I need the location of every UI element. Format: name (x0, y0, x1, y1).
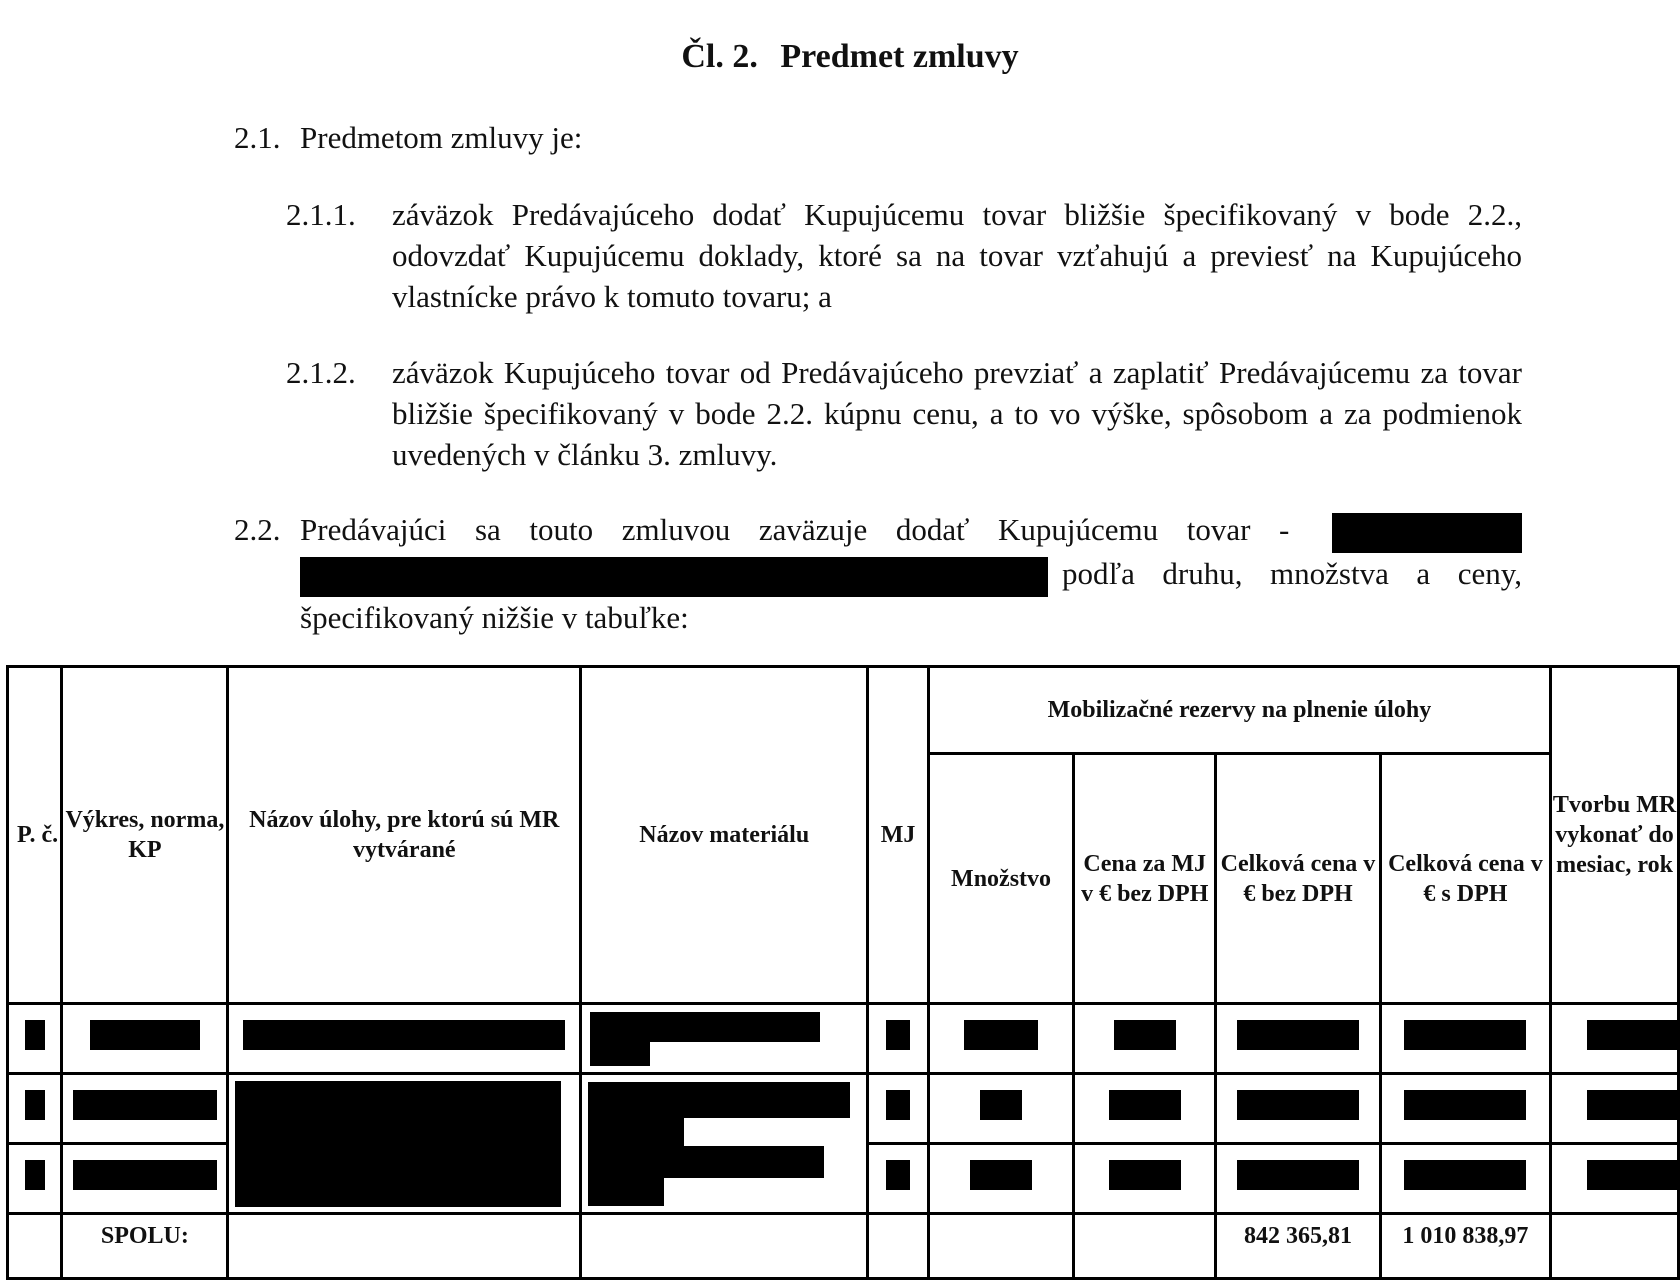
redacted-cell (868, 1144, 929, 1214)
total-without-vat-value: 842 365,81 (1216, 1214, 1381, 1279)
redacted-cell (8, 1144, 62, 1214)
redaction-block (300, 557, 1048, 597)
redacted-cell (928, 1144, 1073, 1214)
paragraph-label: 2.1.2. (286, 355, 356, 390)
header-group-mobilization-reserves: Mobilizačné rezervy na plnenie úlohy (928, 667, 1550, 754)
article-number: Čl. 2. (681, 38, 758, 75)
header-task-name: Názov úlohy, pre ktorú sú MR vytvárané (228, 667, 581, 1004)
header-total-with-vat: Celková cena v € s DPH (1380, 754, 1550, 1004)
redacted-cell (1380, 1074, 1550, 1144)
redacted-cell (928, 1004, 1073, 1074)
redacted-cell (1216, 1004, 1381, 1074)
header-unit: MJ (868, 667, 929, 1004)
empty-cell (581, 1214, 868, 1279)
paragraph-label: 2.2. (234, 512, 281, 547)
redacted-cell (1551, 1074, 1679, 1144)
goods-specification-table (6, 665, 1680, 1280)
redacted-cell (62, 1074, 228, 1144)
redacted-cell (8, 1074, 62, 1144)
redacted-cell (1074, 1144, 1216, 1214)
redacted-cell (1551, 1004, 1679, 1074)
redaction-block (1332, 513, 1522, 553)
redacted-cell (228, 1074, 581, 1214)
paragraph-text: Predmetom zmluvy je: (300, 120, 583, 155)
article-title: Predmet zmluvy (780, 38, 1019, 75)
redacted-cell (228, 1004, 581, 1074)
redacted-cell (1551, 1144, 1679, 1214)
redacted-cell (868, 1074, 929, 1144)
total-with-vat-value: 1 010 838,97 (1380, 1214, 1550, 1279)
paragraph-text: záväzok Predávajúceho dodať Kupujúcemu tovar bližšie špecifikovaný v bode 2.2., odovzdať Kupujúcemu doklady, ktoré sa na tovar vzťahujú a previesť na Kupujúceho vlastnícke právo k tomuto tovaru; a (392, 197, 1522, 314)
redacted-cell (62, 1144, 228, 1214)
empty-cell (1074, 1214, 1216, 1279)
redacted-cell (1074, 1004, 1216, 1074)
empty-cell (868, 1214, 929, 1279)
empty-cell (1551, 1214, 1679, 1279)
redacted-cell (868, 1004, 929, 1074)
paragraph-text (300, 509, 1522, 638)
redacted-cell (928, 1074, 1073, 1144)
redacted-cell (1216, 1074, 1381, 1144)
redacted-cell (1216, 1144, 1381, 1214)
table-row (8, 1004, 1679, 1074)
paragraph-label: 2.1. (234, 120, 281, 155)
header-quantity: Množstvo (928, 754, 1073, 1004)
total-label: SPOLU: (62, 1214, 228, 1279)
redacted-cell (1380, 1144, 1550, 1214)
table-total-row (8, 1214, 1679, 1279)
table-row (8, 1074, 1679, 1144)
redacted-cell (62, 1004, 228, 1074)
header-drawing-norm: Výkres, norma, KP (62, 667, 228, 1004)
redacted-cell (581, 1074, 868, 1214)
header-row-number: P. č. (8, 667, 62, 1004)
empty-cell (8, 1214, 62, 1279)
article-heading (0, 38, 1680, 76)
paragraph-text: záväzok Kupujúceho tovar od Predávajúceho prevziať a zaplatiť Predávajúcemu za tovar bližšie špecifikovaný v bode 2.2. kúpnu cenu, a to vo výške, spôsobom a za podmienok uvedených v článku 3. zmluvy. (392, 355, 1522, 472)
header-deadline: Tvorbu MR vykonať do mesiac, rok (1551, 667, 1679, 1004)
header-material-name: Názov materiálu (581, 667, 868, 1004)
header-unit-price: Cena za MJ v € bez DPH (1074, 754, 1216, 1004)
header-total-without-vat: Celková cena v € bez DPH (1216, 754, 1381, 1004)
redacted-cell (1074, 1074, 1216, 1144)
empty-cell (228, 1214, 581, 1279)
redacted-cell (8, 1004, 62, 1074)
redacted-cell (581, 1004, 868, 1074)
paragraph-text-after: podľa druhu, množstva a ceny, špecifikovaný nižšie v tabuľke: (300, 555, 1522, 635)
redacted-cell (1380, 1004, 1550, 1074)
paragraph-label: 2.1.1. (286, 197, 356, 232)
paragraph-text-before: Predávajúci sa touto zmluvou zaväzuje dodať Kupujúcemu tovar - (300, 512, 1290, 547)
empty-cell (928, 1214, 1073, 1279)
